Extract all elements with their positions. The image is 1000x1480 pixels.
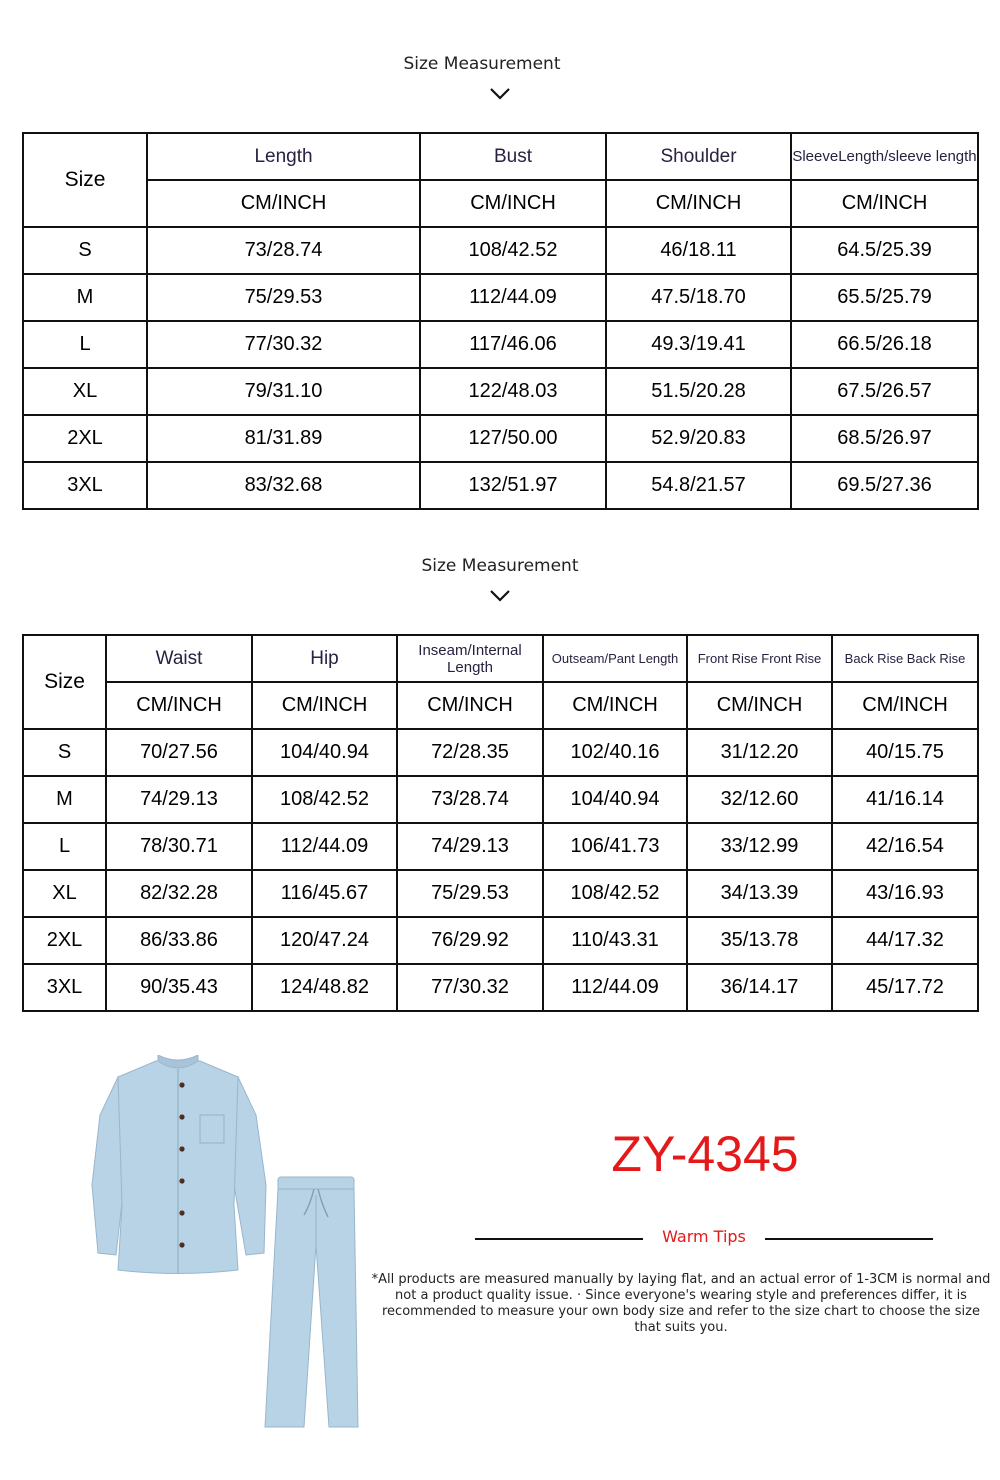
unit-label: CM/INCH <box>147 180 420 227</box>
value-cell: 74/29.13 <box>397 823 543 870</box>
warm-tips-label: Warm Tips <box>662 1227 746 1246</box>
value-cell: 42/16.54 <box>832 823 978 870</box>
value-cell: 32/12.60 <box>687 776 832 823</box>
size-header: Size <box>23 635 106 729</box>
value-cell: 124/48.82 <box>252 964 397 1011</box>
section-title-bottom: Size Measurement <box>421 556 579 576</box>
value-cell: 46/18.11 <box>606 227 791 274</box>
value-cell: 104/40.94 <box>252 729 397 776</box>
value-cell: 34/13.39 <box>687 870 832 917</box>
table-row <box>23 274 978 321</box>
column-header-inseam: Inseam/Internal Length <box>397 635 543 682</box>
value-cell: 74/29.13 <box>106 776 252 823</box>
value-cell: 31/12.20 <box>687 729 832 776</box>
value-cell: 36/14.17 <box>687 964 832 1011</box>
value-cell: 45/17.72 <box>832 964 978 1011</box>
size-cell: 2XL <box>23 917 106 964</box>
table-row <box>23 462 978 509</box>
column-header-front-rise: Front Rise Front Rise <box>687 635 832 682</box>
size-cell: L <box>23 321 147 368</box>
value-cell: 65.5/25.79 <box>791 274 978 321</box>
value-cell: 116/45.67 <box>252 870 397 917</box>
value-cell: 52.9/20.83 <box>606 415 791 462</box>
section-title-top: Size Measurement <box>403 54 561 74</box>
value-cell: 108/42.52 <box>420 227 606 274</box>
value-cell: 104/40.94 <box>543 776 687 823</box>
value-cell: 33/12.99 <box>687 823 832 870</box>
table-row <box>23 227 978 274</box>
value-cell: 112/44.09 <box>252 823 397 870</box>
value-cell: 112/44.09 <box>543 964 687 1011</box>
column-header-length: Length <box>147 133 420 180</box>
value-cell: 51.5/20.28 <box>606 368 791 415</box>
size-cell: M <box>23 776 106 823</box>
unit-label: CM/INCH <box>543 682 687 729</box>
value-cell: 83/32.68 <box>147 462 420 509</box>
size-cell: XL <box>23 368 147 415</box>
value-cell: 44/17.32 <box>832 917 978 964</box>
value-cell: 73/28.74 <box>147 227 420 274</box>
value-cell: 127/50.00 <box>420 415 606 462</box>
unit-label: CM/INCH <box>606 180 791 227</box>
value-cell: 78/30.71 <box>106 823 252 870</box>
column-header-outseam: Outseam/Pant Length <box>543 635 687 682</box>
unit-label: CM/INCH <box>252 682 397 729</box>
value-cell: 108/42.52 <box>543 870 687 917</box>
value-cell: 70/27.56 <box>106 729 252 776</box>
unit-label: CM/INCH <box>791 180 978 227</box>
value-cell: 102/40.16 <box>543 729 687 776</box>
bottom-size-table <box>22 634 979 1012</box>
value-cell: 67.5/26.57 <box>791 368 978 415</box>
table-row <box>23 321 978 368</box>
value-cell: 108/42.52 <box>252 776 397 823</box>
value-cell: 54.8/21.57 <box>606 462 791 509</box>
value-cell: 40/15.75 <box>832 729 978 776</box>
size-cell: L <box>23 823 106 870</box>
value-cell: 68.5/26.97 <box>791 415 978 462</box>
chevron-down-icon <box>488 86 512 102</box>
product-image <box>88 1055 378 1435</box>
shirt-illustration <box>92 1055 266 1274</box>
value-cell: 35/13.78 <box>687 917 832 964</box>
size-header: Size <box>23 133 147 227</box>
value-cell: 69.5/27.36 <box>791 462 978 509</box>
table-row <box>23 870 978 917</box>
value-cell: 117/46.06 <box>420 321 606 368</box>
value-cell: 86/33.86 <box>106 917 252 964</box>
table-row <box>23 368 978 415</box>
value-cell: 43/16.93 <box>832 870 978 917</box>
column-header-waist: Waist <box>106 635 252 682</box>
value-cell: 81/31.89 <box>147 415 420 462</box>
warm-tips-text: *All products are measured manually by laying flat, and an actual error of 1-3CM is normal and not a product quality issue. · Since everyone's wearing style and preferences differ, it is recommended to measure your own body size and refer to the size chart to choose the size that suits you. <box>371 1272 991 1335</box>
value-cell: 82/32.28 <box>106 870 252 917</box>
value-cell: 79/31.10 <box>147 368 420 415</box>
size-cell: 3XL <box>23 462 147 509</box>
value-cell: 49.3/19.41 <box>606 321 791 368</box>
value-cell: 110/43.31 <box>543 917 687 964</box>
size-cell: M <box>23 274 147 321</box>
unit-label: CM/INCH <box>397 682 543 729</box>
table-row <box>23 776 978 823</box>
unit-label: CM/INCH <box>687 682 832 729</box>
column-header-bust: Bust <box>420 133 606 180</box>
size-cell: S <box>23 729 106 776</box>
column-header-sleeve-length: SleeveLength/sleeve length <box>791 133 978 180</box>
table-row <box>23 917 978 964</box>
size-cell: 2XL <box>23 415 147 462</box>
value-cell: 64.5/25.39 <box>791 227 978 274</box>
column-header-back-rise: Back Rise Back Rise <box>832 635 978 682</box>
size-cell: S <box>23 227 147 274</box>
value-cell: 76/29.92 <box>397 917 543 964</box>
table-row <box>23 964 978 1011</box>
table-row <box>23 415 978 462</box>
value-cell: 73/28.74 <box>397 776 543 823</box>
value-cell: 47.5/18.70 <box>606 274 791 321</box>
value-cell: 122/48.03 <box>420 368 606 415</box>
value-cell: 77/30.32 <box>397 964 543 1011</box>
unit-label: CM/INCH <box>832 682 978 729</box>
unit-label: CM/INCH <box>420 180 606 227</box>
unit-label: CM/INCH <box>106 682 252 729</box>
column-header-shoulder: Shoulder <box>606 133 791 180</box>
column-header-hip: Hip <box>252 635 397 682</box>
value-cell: 66.5/26.18 <box>791 321 978 368</box>
divider-left <box>475 1238 643 1240</box>
table-row <box>23 729 978 776</box>
top-size-table <box>22 132 979 510</box>
size-cell: XL <box>23 870 106 917</box>
value-cell: 106/41.73 <box>543 823 687 870</box>
value-cell: 77/30.32 <box>147 321 420 368</box>
value-cell: 132/51.97 <box>420 462 606 509</box>
value-cell: 112/44.09 <box>420 274 606 321</box>
value-cell: 41/16.14 <box>832 776 978 823</box>
value-cell: 120/47.24 <box>252 917 397 964</box>
pants-illustration <box>265 1177 358 1427</box>
table-row <box>23 823 978 870</box>
size-cell: 3XL <box>23 964 106 1011</box>
value-cell: 75/29.53 <box>397 870 543 917</box>
value-cell: 72/28.35 <box>397 729 543 776</box>
value-cell: 75/29.53 <box>147 274 420 321</box>
divider-right <box>765 1238 933 1240</box>
chevron-down-icon <box>488 588 512 604</box>
product-code: ZY-4345 <box>611 1126 799 1182</box>
value-cell: 90/35.43 <box>106 964 252 1011</box>
